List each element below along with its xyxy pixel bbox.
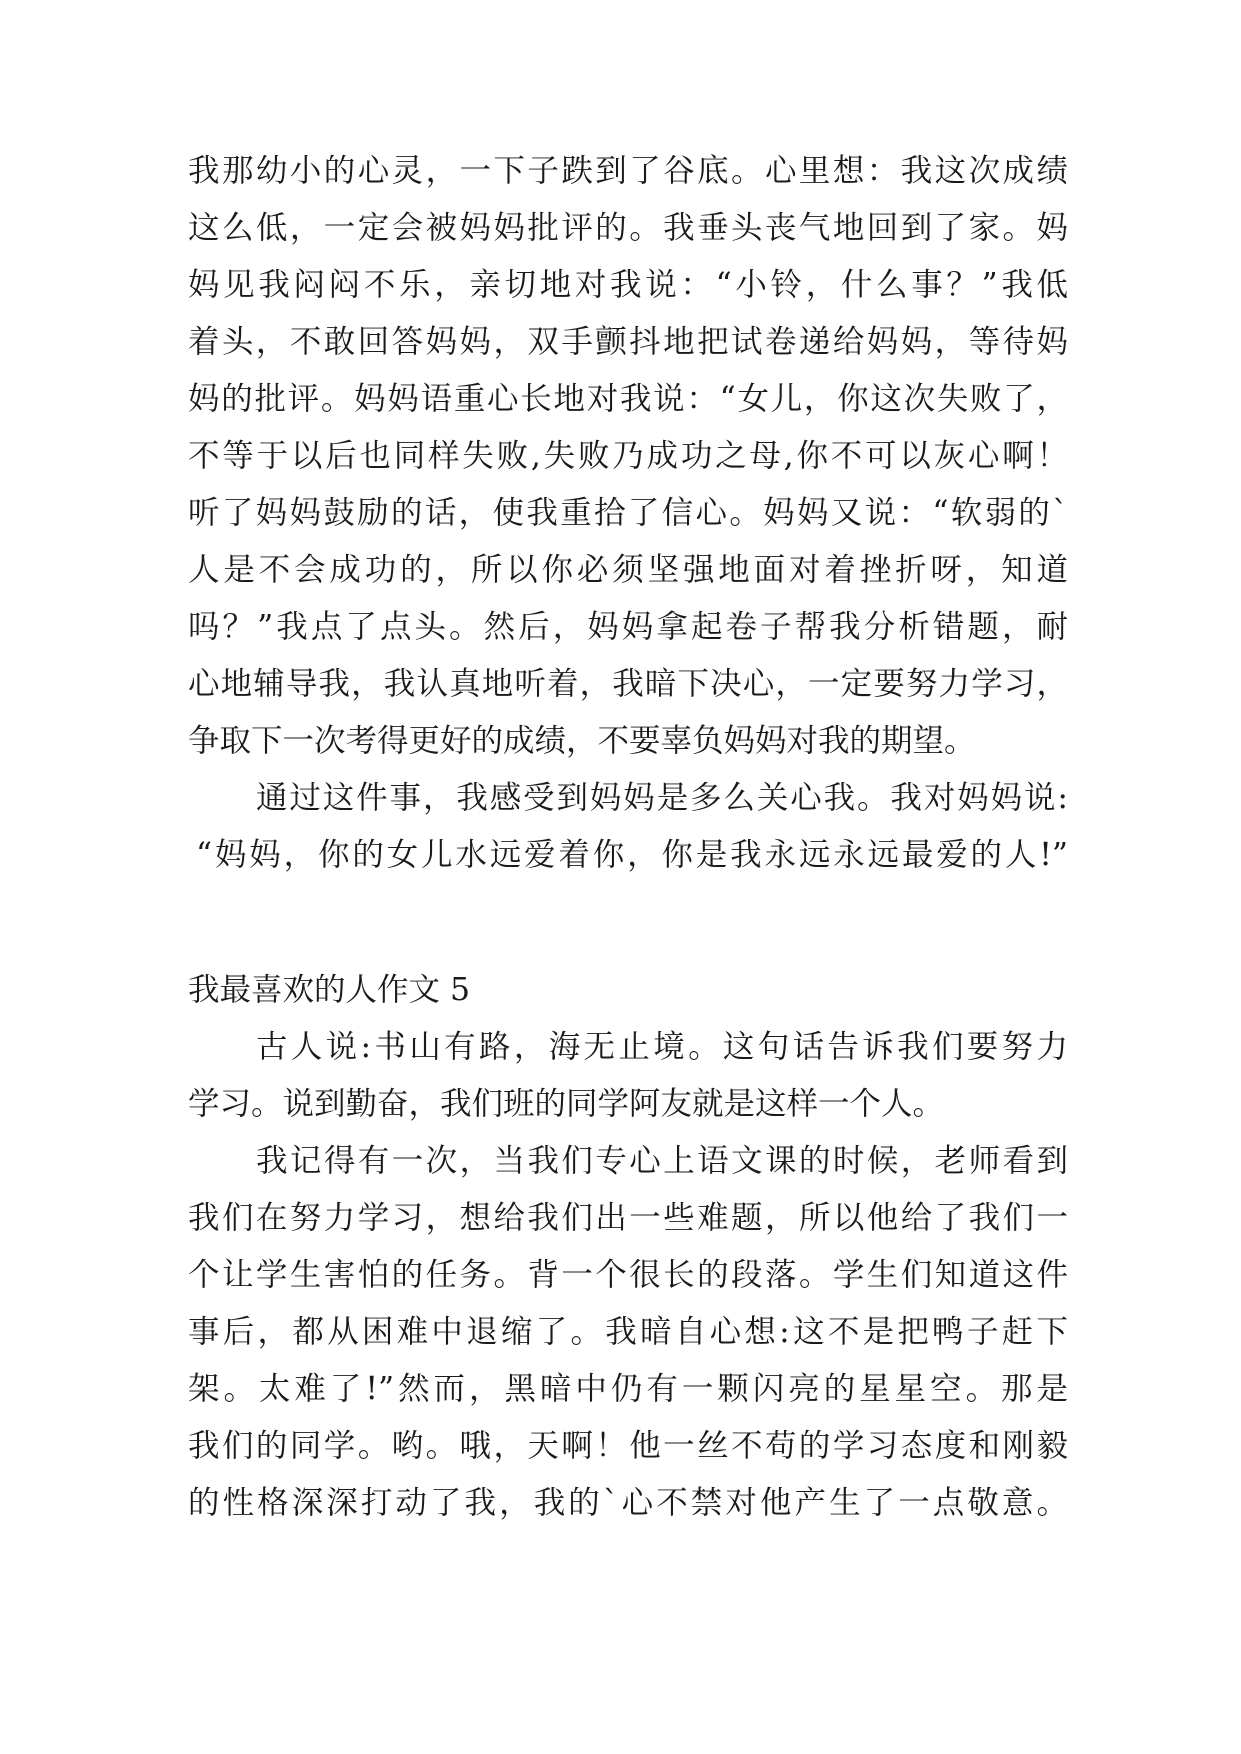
text-line: 学习。说到勤奋，我们班的同学阿友就是这样一个人。: [188, 1086, 945, 1122]
text-line: 着头，不敢回答妈妈，双手颤抖地把试卷递给妈妈，等待妈: [188, 324, 1068, 360]
text-line: 个让学生害怕的任务。背一个很长的段落。学生们知道这件: [188, 1257, 1068, 1293]
text-line: 古人说:书山有路，海无止境。这句话告诉我们要努力: [256, 1029, 1068, 1065]
text-line: “妈妈，你的女儿水远爱着你，你是我永远永远最爱的人!”: [196, 837, 1068, 873]
text-line: 吗？”我点了点头。然后，妈妈拿起卷子帮我分析错题，耐: [188, 609, 1068, 645]
text-line: 架。太难了!”然而，黑暗中仍有一颗闪亮的星星空。那是: [188, 1371, 1068, 1407]
text-line: 我们在努力学习，想给我们出一些难题，所以他给了我们一: [188, 1200, 1068, 1236]
section-title: 我最喜欢的人作文 5: [188, 972, 471, 1008]
text-line: 听了妈妈鼓励的话，使我重拾了信心。妈妈又说：“软弱的`: [188, 495, 1068, 531]
text-line: 这么低，一定会被妈妈批评的。我垂头丧气地回到了家。妈: [188, 210, 1068, 246]
text-line: 通过这件事，我感受到妈妈是多么关心我。我对妈妈说:: [256, 780, 1068, 816]
text-line: 我们的同学。哟。哦，天啊！他一丝不苟的学习态度和刚毅: [188, 1428, 1068, 1464]
text-line: 妈的批评。妈妈语重心长地对我说：“女儿，你这次失败了，: [188, 381, 1068, 417]
text-line: 争取下一次考得更好的成绩，不要辜负妈妈对我的期望。: [188, 723, 976, 759]
text-line: 妈见我闷闷不乐，亲切地对我说：“小铃，什么事？”我低: [188, 267, 1068, 303]
text-line: 的性格深深打动了我，我的`心不禁对他产生了一点敬意。: [188, 1485, 1068, 1521]
text-line: 事后，都从困难中退缩了。我暗自心想:这不是把鸭子赶下: [188, 1314, 1068, 1350]
text-line: 不等于以后也同样失败,失败乃成功之母,你不可以灰心啊！: [188, 438, 1068, 474]
text-line: 我记得有一次，当我们专心上语文课的时候，老师看到: [256, 1143, 1068, 1179]
text-line: 人是不会成功的，所以你必须坚强地面对着挫折呀，知道: [188, 552, 1068, 588]
text-line: 心地辅导我，我认真地听着，我暗下决心，一定要努力学习，: [188, 666, 1068, 702]
text-line: 我那幼小的心灵，一下子跌到了谷底。心里想：我这次成绩: [188, 153, 1068, 189]
